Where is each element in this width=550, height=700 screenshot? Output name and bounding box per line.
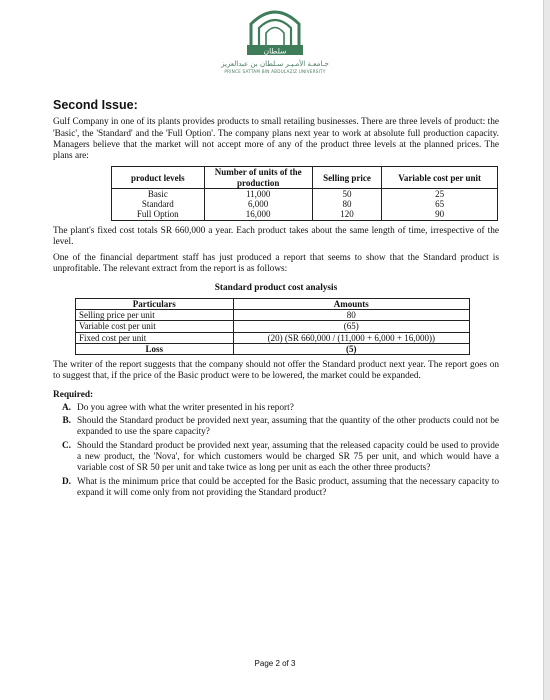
university-name-english: PRINCE SATTAM BIN ABDULAZIZ UNIVERSITY [224, 69, 326, 74]
table-cell: 25 [382, 188, 498, 199]
table-row [112, 199, 498, 209]
university-name-arabic: جـامعـة الأمـيـر سـلطان بن عبدالعزيز [221, 60, 329, 68]
analysis-caption: Standard product cost analysis [214, 282, 338, 293]
analysis-table [75, 298, 470, 355]
table-cell: 80 [233, 310, 469, 321]
table-cell: (20) (SR 660,000 / (11,000 + 6,000 + 16,000)) [233, 332, 469, 343]
university-name [180, 60, 370, 75]
list-item [53, 477, 499, 500]
question-label: B. [62, 416, 71, 427]
document-body [53, 100, 499, 499]
list-item [53, 441, 499, 475]
table-cell: 6,000 [204, 199, 312, 209]
plans-header-units: Number of units of the production [204, 167, 312, 188]
table-cell: Selling price per unit [76, 310, 234, 321]
table-cell: 80 [312, 199, 381, 209]
table-row [76, 310, 470, 321]
table-row [112, 209, 498, 220]
table-cell: Loss [76, 343, 234, 354]
question-label: A. [61, 402, 71, 413]
plans-header-product: product levels [112, 167, 205, 188]
table-cell: 16,000 [204, 209, 312, 220]
question-text: Should the Standard product be provided next year, assuming that the released capacity could be used to provide a new product, the 'Nova', for which customers would be charged SR 75 per unit, and which would have a variable cost of SR 50 per unit and take twice as long per unit as each the other three products? [77, 440, 499, 474]
logo-text: سلطان [263, 46, 287, 56]
required-label: Required: [53, 389, 94, 400]
analysis-header-particulars: Particulars [76, 298, 234, 309]
table-cell: 120 [312, 209, 381, 220]
question-label: D. [61, 476, 71, 487]
plans-header-variable-cost: Variable cost per unit [382, 167, 498, 188]
table-cell: 11,000 [204, 188, 312, 199]
table-row [76, 343, 470, 354]
table-cell: 65 [382, 199, 498, 209]
plans-header-price: Selling price [312, 167, 381, 188]
intro-paragraph: Gulf Company in one of its plants provides products to small retailing businesses. There are three levels of product: the 'Basic', the 'Standard' and the 'Full Option'. The company plans next year to work at absolute full production capacity. Managers believe that the market will not accept more of any of the product three levels at the planned prices. The plans are: [53, 117, 499, 162]
fixed-cost-paragraph: The plant's fixed cost totals SR 660,000 a year. Each product takes about the same length of time, irrespective of the level. [53, 225, 499, 247]
table-cell: (5) [233, 343, 469, 354]
table-cell: Variable cost per unit [76, 321, 234, 332]
table-cell: 50 [312, 188, 381, 199]
table-cell: (65) [233, 321, 469, 332]
university-logo [243, 6, 307, 56]
question-list [53, 403, 499, 499]
question-text: Do you agree with what the writer presented in his report? [77, 402, 294, 413]
question-text: What is the minimum price that could be accepted for the Basic product, assuming that the necessary capacity to expand it will come only from not providing the Standard product? [77, 476, 499, 498]
table-row [112, 188, 498, 199]
section-title: Second Issue: [53, 98, 138, 112]
report-paragraph: One of the financial department staff has just produced a report that seems to show that the Standard product is unprofitable. The relevant extract from the report is as follows: [53, 253, 499, 275]
page-number: Page 2 of 3 [254, 659, 296, 668]
list-item [53, 416, 499, 439]
list-item [53, 403, 499, 414]
table-cell: Full Option [112, 209, 205, 220]
writer-paragraph: The writer of the report suggests that the company should not offer the Standard product next year. The report goes on to suggest that, if the price of the Basic product were to be lowered, the market could be expanded. [53, 360, 499, 382]
table-cell: Basic [112, 188, 205, 199]
analysis-header-amounts: Amounts [233, 298, 469, 309]
table-row [76, 332, 470, 343]
table-cell: 90 [382, 209, 498, 220]
table-cell: Fixed cost per unit [76, 332, 234, 343]
plans-table [111, 166, 498, 220]
table-row [76, 321, 470, 332]
university-logo-icon [243, 6, 307, 56]
question-label: C. [61, 440, 71, 451]
question-text: Should the Standard product be provided next year, assuming that the quantity of the other products could not be expanded to use the spare capacity? [77, 416, 499, 438]
table-cell: Standard [112, 199, 205, 209]
page-edge [543, 0, 550, 700]
